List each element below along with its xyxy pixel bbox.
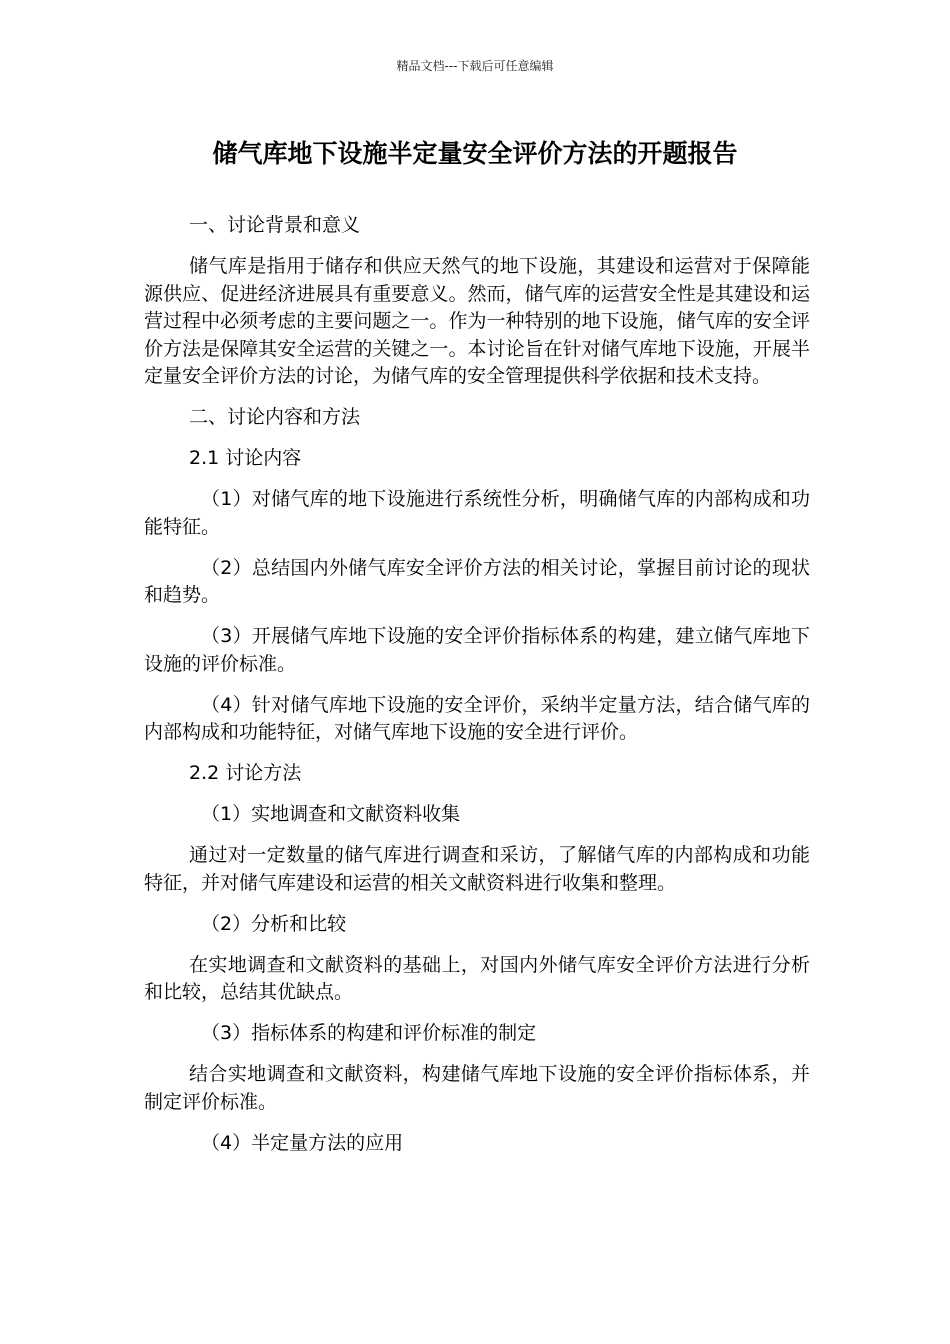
header-note: 精品文档---下载后可任意编辑	[396, 59, 554, 73]
paragraph: 二、讨论内容和方法	[189, 406, 361, 428]
paragraph: 一、讨论背景和意义	[189, 214, 361, 236]
paragraph: 通过对一定数量的储气库进行调查和采访，了解储气库的内部构成和功能特征，并对储气库建设和运营的相关文献资料进行收集和整理。	[144, 844, 810, 894]
paragraph: （2）分析和比较	[201, 912, 347, 935]
document-title: 储气库地下设施半定量安全评价方法的开题报告	[212, 139, 738, 168]
paragraph: （1）实地调查和文献资料收集	[201, 803, 461, 825]
paragraph: （3）指标体系的构建和评价标准的制定	[201, 1022, 537, 1044]
paragraph: （4）半定量方法的应用	[201, 1131, 404, 1154]
paragraph: 储气库是指用于储存和供应天然气的地下设施，其建设和运营对于保障能源供应、促进经济进展具有重要意义。然而，储气库的运营安全性是其建设和运营过程中必须考虑的主要问题之一。作为一种特别的地下设施，储气库的安全评价方法是保障其安全运营的关键之一。本讨论旨在针对储气库地下设施，开展半定量安全评价方法的讨论，为储气库的安全管理提供科学依据和技术支持。	[144, 255, 810, 387]
paragraph: 2.1 讨论内容	[189, 447, 302, 469]
paragraph: 在实地调查和文献资料的基础上，对国内外储气库安全评价方法进行分析和比较，总结其优缺点。	[144, 953, 810, 1003]
paragraph: 2.2 讨论方法	[189, 762, 302, 784]
paragraph: （4）针对储气库地下设施的安全评价，采纳半定量方法，结合储气库的内部构成和功能特征，对储气库地下设施的安全进行评价。	[144, 693, 810, 743]
paragraph: （2）总结国内外储气库安全评价方法的相关讨论，掌握目前讨论的现状和趋势。	[144, 556, 810, 606]
paragraph: （1）对储气库的地下设施进行系统性分析，明确储气库的内部构成和功能特征。	[144, 488, 810, 538]
document-body	[144, 212, 810, 1171]
paragraph: （3）开展储气库地下设施的安全评价指标体系的构建，建立储气库地下设施的评价标准。	[144, 625, 810, 675]
paragraph: 结合实地调查和文献资料，构建储气库地下设施的安全评价指标体系，并制定评价标准。	[144, 1063, 810, 1113]
